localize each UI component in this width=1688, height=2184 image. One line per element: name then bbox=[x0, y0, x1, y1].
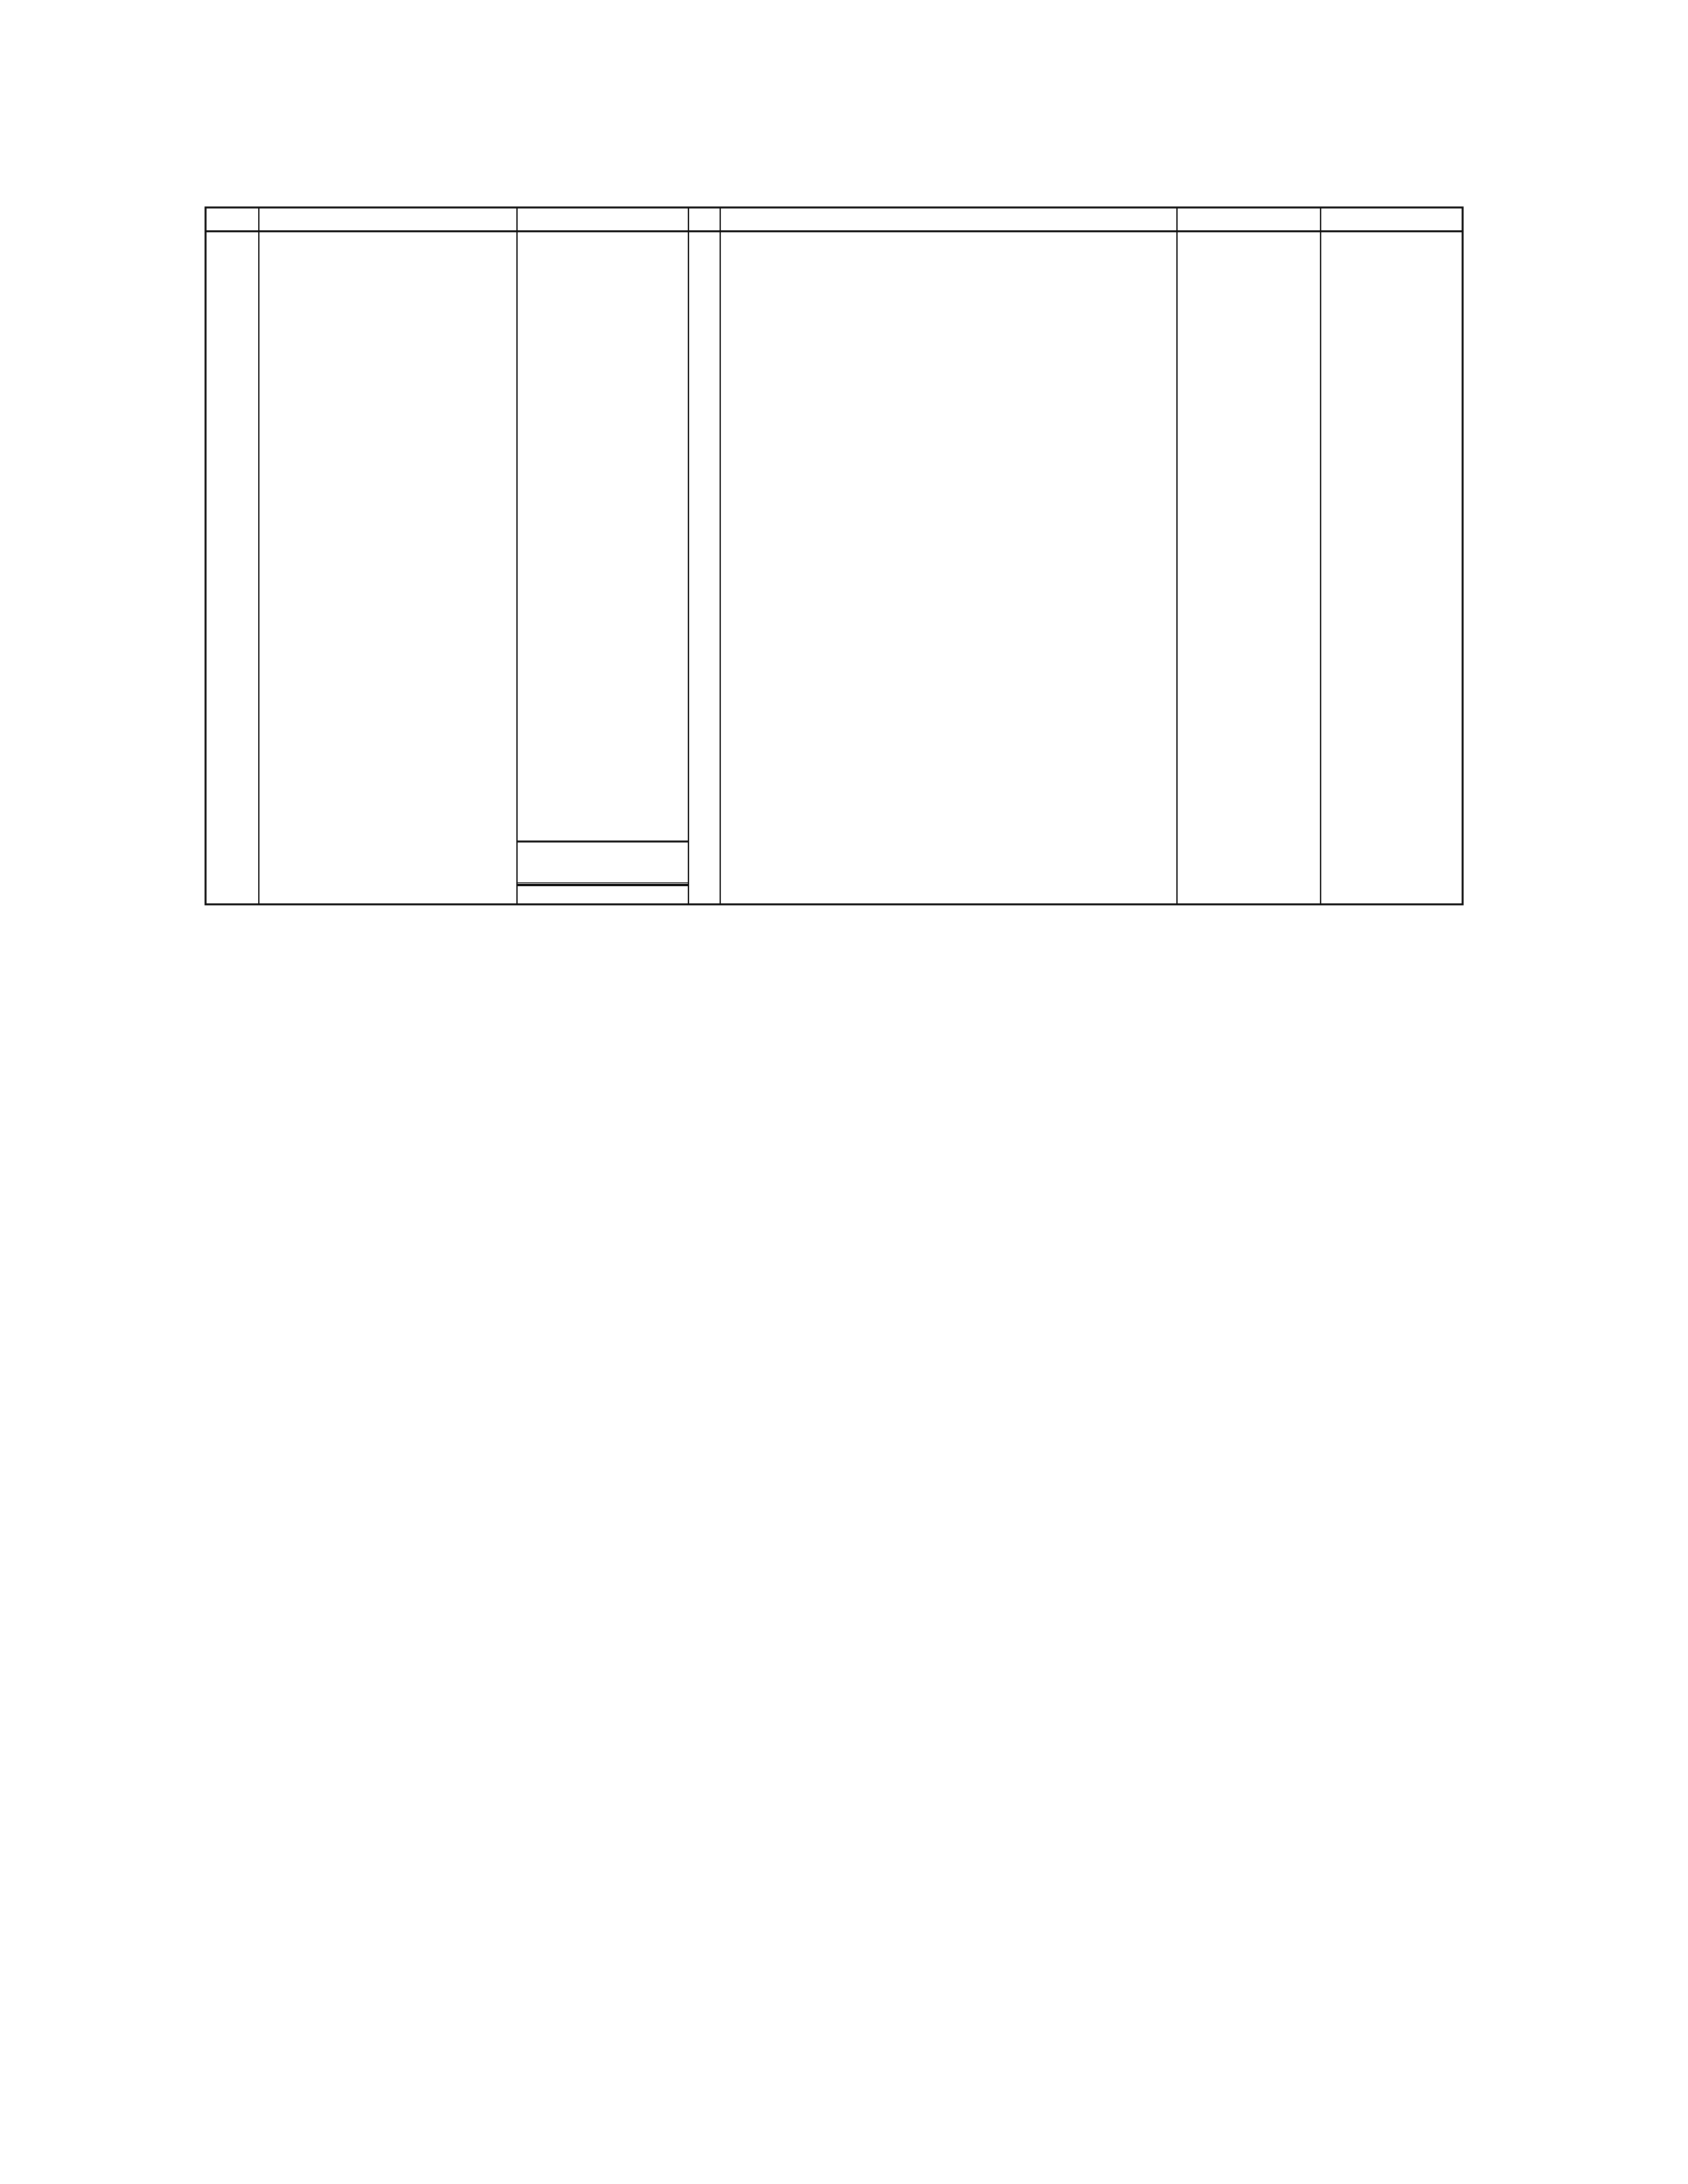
col-header-payments-amount bbox=[1321, 208, 1464, 231]
ditto-mark bbox=[220, 343, 240, 365]
col-divider bbox=[1176, 208, 1178, 903]
receipts-total-label bbox=[259, 862, 516, 883]
col-divider bbox=[688, 208, 689, 903]
total-top-rule bbox=[516, 841, 688, 842]
receipt-amount bbox=[518, 277, 677, 298]
col-header-receipts bbox=[259, 208, 516, 231]
total-double-rule bbox=[516, 882, 688, 886]
ditto-mark bbox=[220, 321, 240, 342]
receipt-amount bbox=[518, 343, 677, 365]
col-divider bbox=[1320, 208, 1321, 903]
receipts-total-amount bbox=[518, 862, 677, 883]
col-header-receipts-amount bbox=[518, 208, 688, 231]
col-divider bbox=[258, 208, 259, 903]
receipt-amount bbox=[518, 321, 677, 342]
col-header-payments bbox=[721, 208, 1176, 231]
col-divider bbox=[516, 208, 518, 903]
receipts-payments-table bbox=[205, 206, 1464, 905]
col-divider bbox=[720, 208, 721, 903]
ditto-mark bbox=[220, 277, 240, 298]
